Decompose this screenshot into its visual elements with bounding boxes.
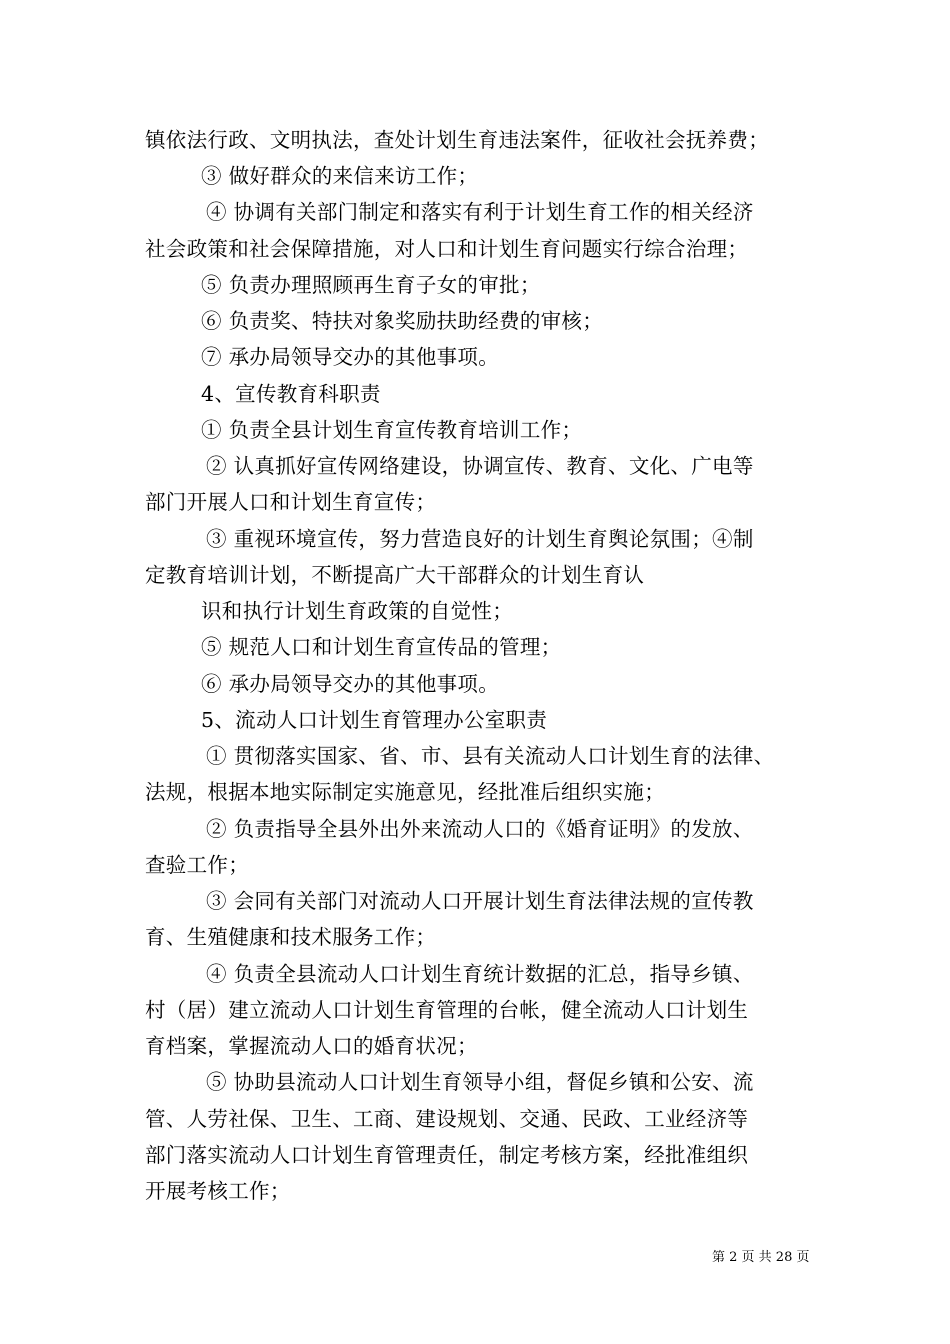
text-line-20: ② 负责指导全县外出外来流动人口的《婚育证明》的发放、 — [206, 817, 754, 841]
text-line-7: ⑦ 承办局领导交办的其他事项。 — [201, 345, 500, 369]
text-line-23: 育、生殖健康和技术服务工作； — [145, 925, 437, 949]
text-line-4: 社会政策和社会保障措施，对人口和计划生育问题实行综合治理； — [145, 237, 749, 261]
page-number: 第 2 页 共 28 页 — [712, 1250, 810, 1265]
text-line-29: 部门落实流动人口计划生育管理责任，制定考核方案，经批准组织 — [145, 1143, 749, 1167]
text-line-15: ⑤ 规范人口和计划生育宣传品的管理； — [201, 635, 562, 659]
section-heading-4: 4、宣传教育科职责 — [201, 382, 381, 406]
text-line-14: 识和执行计划生育政策的自觉性； — [201, 599, 513, 623]
text-line-10: ② 认真抓好宣传网络建设，协调宣传、教育、文化、广电等 — [206, 454, 754, 478]
text-line-19: 法规，根据本地实际制定实施意见，经批准后组织实施； — [145, 780, 665, 804]
text-line-12: ③ 重视环境宣传，努力营造良好的计划生育舆论氛围；④制 — [206, 527, 754, 551]
text-line-2: ③ 做好群众的来信来访工作； — [201, 164, 479, 188]
text-line-24: ④ 负责全县流动人口计划生育统计数据的汇总，指导乡镇、 — [206, 962, 754, 986]
text-line-1: 镇依法行政、文明执法，查处计划生育违法案件，征收社会抚养费； — [145, 128, 769, 152]
text-line-25: 村（居）建立流动人口计划生育管理的台帐，健全流动人口计划生 — [145, 998, 749, 1022]
text-line-22: ③ 会同有关部门对流动人口开展计划生育法律法规的宣传教 — [206, 889, 754, 913]
text-line-18: ① 贯彻落实国家、省、市、县有关流动人口计划生育的法律、 — [206, 744, 775, 768]
text-line-28: 管、人劳社保、卫生、工商、建设规划、交通、民政、工业经济等 — [145, 1107, 749, 1131]
text-line-27: ⑤ 协助县流动人口计划生育领导小组，督促乡镇和公安、流 — [206, 1070, 754, 1094]
text-line-6: ⑥ 负责奖、特扶对象奖励扶助经费的审核； — [201, 309, 604, 333]
text-line-26: 育档案，掌握流动人口的婚育状况； — [145, 1034, 478, 1058]
text-line-13: 定教育培训计划，不断提高广大干部群众的计划生育认 — [145, 563, 645, 587]
text-line-9: ① 负责全县计划生育宣传教育培训工作； — [201, 418, 583, 442]
text-line-16: ⑥ 承办局领导交办的其他事项。 — [201, 672, 500, 696]
text-line-3: ④ 协调有关部门制定和落实有利于计划生育工作的相关经济 — [206, 200, 754, 224]
text-line-5: ⑤ 负责办理照顾再生育子女的审批； — [201, 273, 541, 297]
text-line-21: 查验工作； — [145, 853, 249, 877]
section-heading-5: 5、流动人口计划生育管理办公室职责 — [201, 708, 548, 732]
text-line-11: 部门开展人口和计划生育宣传； — [145, 490, 437, 514]
text-line-30: 开展考核工作； — [145, 1179, 291, 1203]
